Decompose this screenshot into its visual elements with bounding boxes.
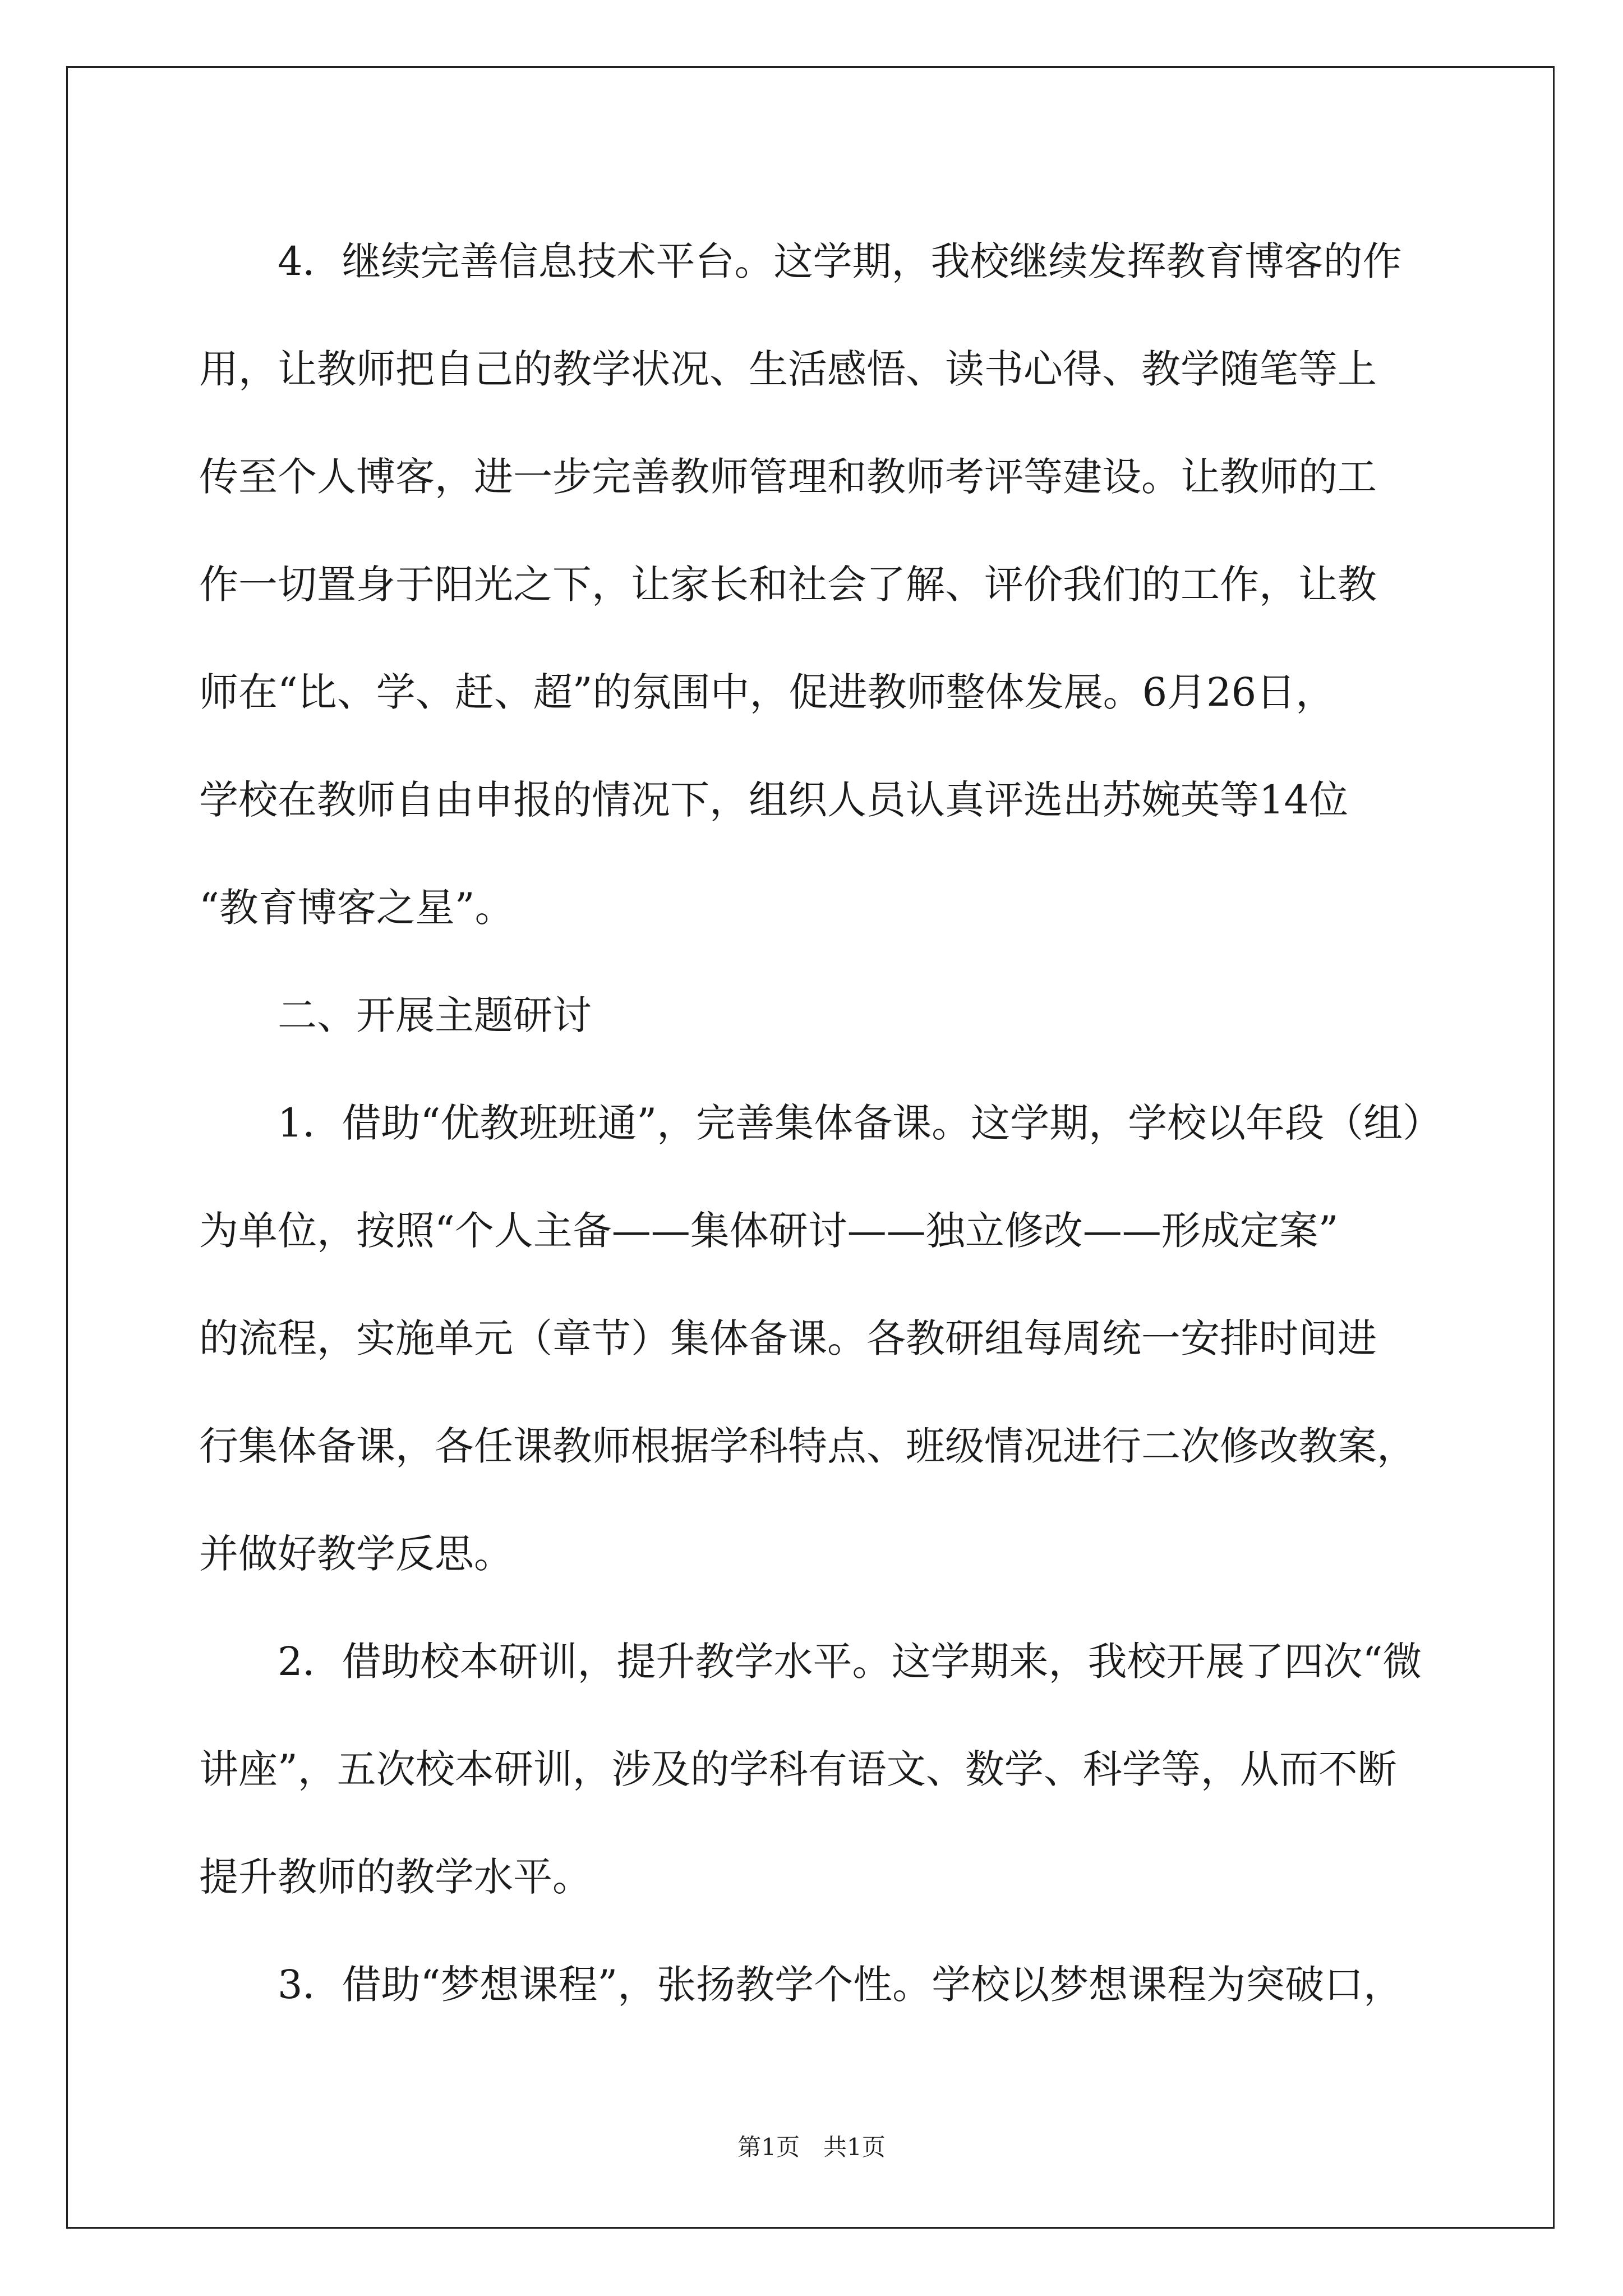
text-line: 并做好教学反思。 [199, 1531, 513, 1577]
text-line: 学校在教师自由申报的情况下，组织人员认真评选出苏婉英等14位 [199, 777, 1349, 823]
text-line: 用，让教师把自己的教学状况、生活感悟、读书心得、教学随笔等上 [199, 346, 1377, 392]
text-line: 行集体备课，各任课教师根据学科特点、班级情况进行二次修改教案， [199, 1423, 1416, 1469]
text-line: 讲座”，五次校本研训，涉及的学科有语文、数学、科学等，从而不断 [199, 1746, 1397, 1792]
document-body [199, 208, 1442, 2039]
text-line: 的流程，实施单元（章节）集体备课。各教研组每周统一安排时间进 [199, 1315, 1377, 1361]
text-line: 为单位，按照“个人主备——集体研讨——独立修改——形成定案” [199, 1208, 1339, 1254]
text-line: 师在“比、学、赶、超”的氛围中，促进教师整体发展。6月26日， [199, 669, 1335, 715]
page-footer: 第1页 共1页 [737, 2133, 886, 2161]
text-line: 传至个人博客，进一步完善教师管理和教师考评等建设。让教师的工 [199, 454, 1377, 500]
text-line: 作一切置身于阳光之下，让家长和社会了解、评价我们的工作，让教 [199, 562, 1377, 608]
section-heading: 二、开展主题研讨 [199, 992, 592, 1038]
text-line: 提升教师的教学水平。 [199, 1854, 592, 1900]
text-line: 1．借助“优教班班通”，完善集体备课。这学期，学校以年段（组） [199, 1100, 1442, 1146]
text-line: 2．借助校本研训，提升教学水平。这学期来，我校开展了四次“微 [199, 1639, 1422, 1685]
text-line: 4．继续完善信息技术平台。这学期，我校继续发挥教育博客的作 [199, 238, 1402, 284]
text-line: “教育博客之星”。 [199, 885, 514, 931]
text-line: 3．借助“梦想课程”，张扬教学个性。学校以梦想课程为突破口， [199, 1962, 1403, 2008]
